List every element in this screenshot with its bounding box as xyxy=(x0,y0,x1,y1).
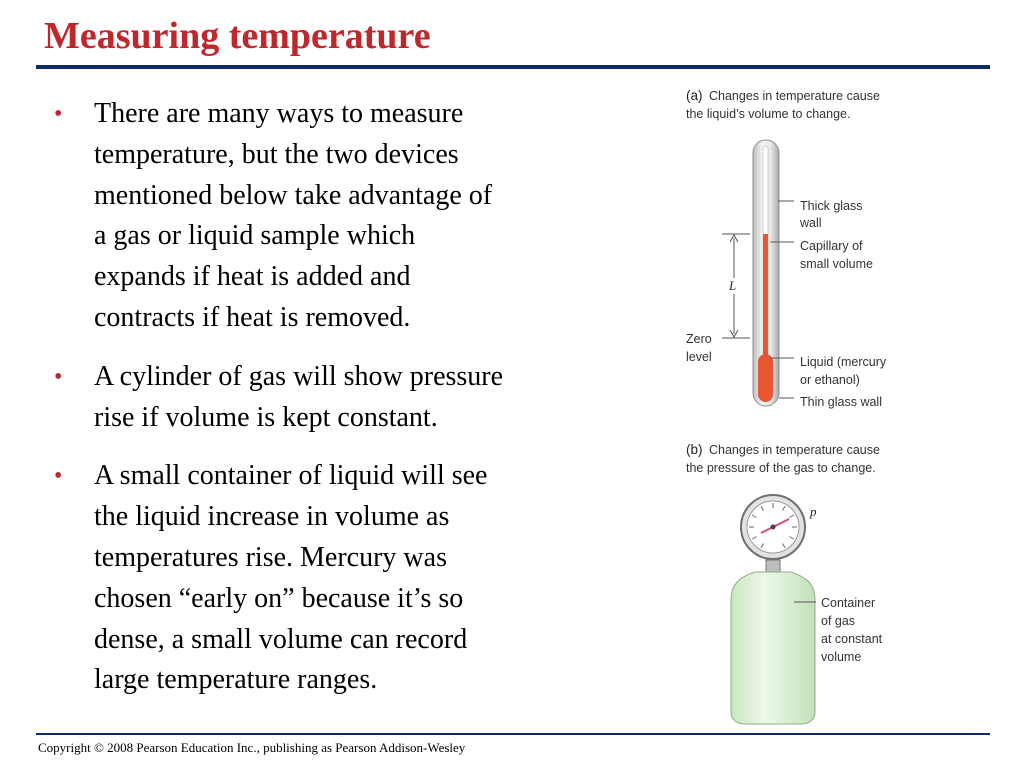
liquid-label: Liquid (mercury xyxy=(800,355,887,369)
bullet-line: rise if volume is kept constant. xyxy=(94,401,438,433)
part-a-caption-line: Changes in temperature cause xyxy=(709,89,880,103)
bullet-list xyxy=(48,94,613,719)
footer-rule xyxy=(36,733,990,735)
part-a-caption-line: the liquid’s volume to change. xyxy=(686,107,851,121)
capillary-label: Capillary of xyxy=(800,239,863,253)
length-label: L xyxy=(729,278,737,293)
copyright-notice: Copyright © 2008 Pearson Education Inc., publishing as Pearson Addison-Wesley xyxy=(38,740,466,755)
zero-level-label: Zero xyxy=(686,332,712,346)
bulb-liquid xyxy=(758,354,773,402)
bullet-item-2 xyxy=(48,357,613,439)
bullet-line: A small container of liquid will see xyxy=(94,460,488,492)
part-b-caption-line: Changes in temperature cause xyxy=(709,443,880,457)
bullet-line: temperature, but the two devices xyxy=(94,138,459,170)
part-a-letter: (a) xyxy=(686,88,703,103)
bullet-line: a gas or liquid sample which xyxy=(94,220,416,252)
bullet-icon: • xyxy=(54,363,63,390)
bullet-icon: • xyxy=(54,101,63,127)
bullet-line: large temperature ranges. xyxy=(94,664,378,696)
bullet-line: There are many ways to measure xyxy=(94,98,464,129)
bullet-line: contracts if heat is removed. xyxy=(94,301,411,333)
bullet-icon: • xyxy=(54,463,63,490)
bullet-line: expands if heat is added and xyxy=(94,261,411,293)
thermometer-icon xyxy=(753,140,779,406)
part-b-letter: (b) xyxy=(686,442,703,457)
title-underline xyxy=(36,65,990,69)
container-label: at constant xyxy=(821,632,883,646)
bullet-line: chosen “early on” because it’s so xyxy=(94,582,464,614)
container-label: of gas xyxy=(821,614,856,628)
part-b-caption-line: the pressure of the gas to change. xyxy=(686,461,876,475)
thin-glass-label: Thin glass wall xyxy=(800,395,882,409)
slide-title: Measuring temperature xyxy=(44,15,431,57)
capillary-liquid xyxy=(763,234,768,364)
liquid-label: or ethanol) xyxy=(800,373,860,387)
container-label: volume xyxy=(821,650,862,664)
container-label: Container xyxy=(821,596,876,610)
zero-level-label: level xyxy=(686,350,712,364)
pressure-label: p xyxy=(810,504,817,519)
bullet-line: A cylinder of gas will show pressure xyxy=(94,360,504,392)
thermometer-gauge-figure xyxy=(670,82,990,730)
gas-cylinder-icon xyxy=(731,572,815,724)
thick-glass-label: wall xyxy=(800,216,822,230)
bullet-line: the liquid increase in volume as xyxy=(94,501,450,533)
bullet-line: dense, a small volume can record xyxy=(94,623,468,655)
pressure-gauge-icon xyxy=(741,495,805,572)
bullet-line: mentioned below take advantage of xyxy=(94,179,493,211)
bullet-line: temperatures rise. Mercury was xyxy=(94,541,447,573)
capillary-label: small volume xyxy=(800,257,873,271)
bullet-item-1 xyxy=(48,94,613,339)
thick-glass-label: Thick glass xyxy=(800,199,863,213)
bullet-item-3 xyxy=(48,456,613,701)
